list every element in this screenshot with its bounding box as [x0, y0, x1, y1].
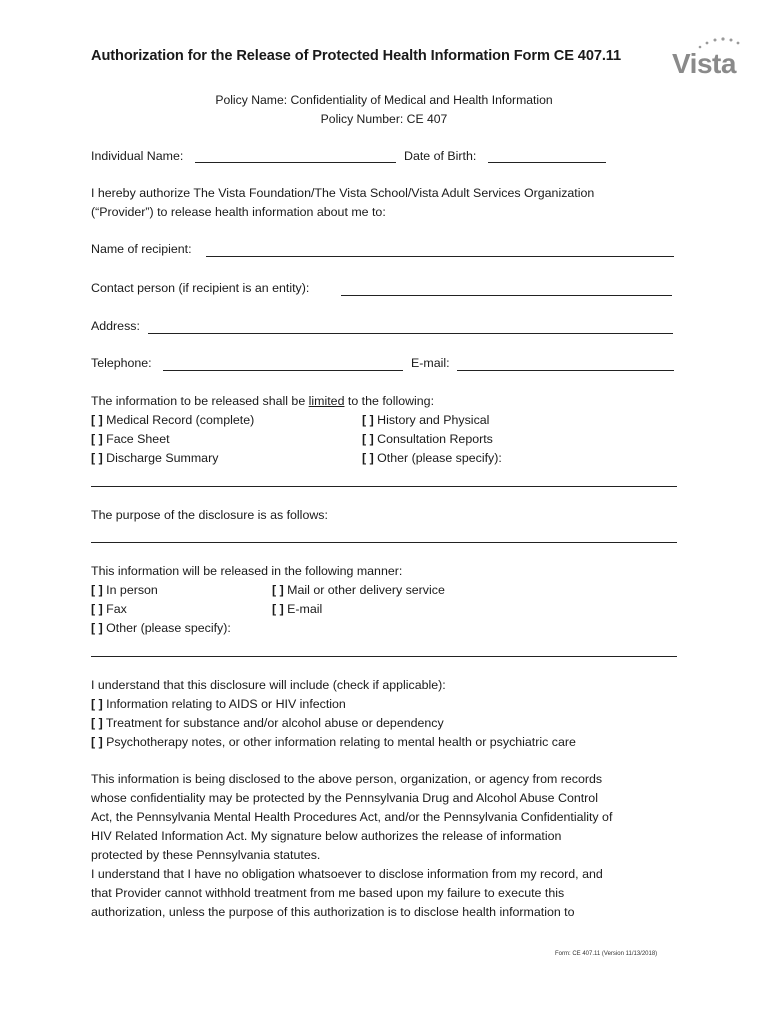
statement-line: I understand that I have no obligation whatsoever to disclose information from my record, and	[91, 867, 603, 881]
checkbox-box: [ ]	[91, 697, 103, 711]
statement-line: HIV Related Information Act. My signature below authorizes the release of information	[91, 829, 562, 843]
vista-logo	[672, 36, 754, 96]
checkbox-history-physical[interactable]: [ ] History and Physical	[362, 413, 490, 427]
dob-field[interactable]	[488, 162, 606, 163]
individual-name-field[interactable]	[195, 162, 396, 163]
statement-line: Act, the Pennsylvania Mental Health Procedures Act, and/or the Pennsylvania Confidentiality of	[91, 810, 613, 824]
telephone-label: Telephone:	[91, 356, 152, 370]
authorize-text-line2: (“Provider”) to release health information about me to:	[91, 205, 386, 219]
purpose-field[interactable]	[91, 542, 677, 543]
disclosure-intro: I understand that this disclosure will include (check if applicable):	[91, 678, 446, 692]
recipient-label: Name of recipient:	[91, 242, 192, 256]
form-version-footer: Form: CE 407.11 (Version 11/13/2018)	[555, 951, 658, 957]
checkbox-discharge-summary[interactable]: [ ] Discharge Summary	[91, 451, 219, 465]
info-other-field[interactable]	[91, 486, 677, 487]
checkbox-info-other[interactable]: [ ] Other (please specify):	[362, 451, 502, 465]
email-field[interactable]	[457, 370, 674, 371]
purpose-label: The purpose of the disclosure is as follows:	[91, 508, 328, 522]
checkbox-box: [ ]	[91, 583, 103, 597]
statement-line: that Provider cannot withhold treatment from me based upon my failure to execute this	[91, 886, 565, 900]
telephone-field[interactable]	[163, 370, 403, 371]
checkbox-box: [ ]	[272, 602, 284, 616]
checkbox-face-sheet[interactable]: [ ] Face Sheet	[91, 432, 170, 446]
checkbox-mail[interactable]: [ ] Mail or other delivery service	[272, 583, 445, 597]
recipient-field[interactable]	[206, 256, 674, 257]
address-label: Address:	[91, 319, 140, 333]
checkbox-manner-other[interactable]: [ ] Other (please specify):	[91, 621, 231, 635]
email-label: E-mail:	[411, 356, 450, 370]
checkbox-box: [ ]	[91, 432, 103, 446]
checkbox-box: [ ]	[91, 602, 103, 616]
manner-other-field[interactable]	[91, 656, 677, 657]
checkbox-medical-record[interactable]: [ ] Medical Record (complete)	[91, 413, 255, 427]
checkbox-box: [ ]	[362, 451, 374, 465]
checkbox-box: [ ]	[91, 621, 103, 635]
statement-line: This information is being disclosed to the above person, organization, or agency from records	[91, 772, 603, 786]
authorize-text-line1: I hereby authorize The Vista Foundation/The Vista School/Vista Adult Services Organization	[91, 186, 595, 200]
checkbox-aids-hiv[interactable]: [ ] Information relating to AIDS or HIV infection	[91, 697, 346, 711]
checkbox-box: [ ]	[91, 413, 103, 427]
form-title: Authorization for the Release of Protected Health Information Form CE 407.11	[91, 48, 622, 64]
checkbox-in-person[interactable]: [ ] In person	[91, 583, 158, 597]
contact-field[interactable]	[341, 295, 672, 296]
info-intro: The information to be released shall be limited to the following:	[91, 394, 435, 408]
checkbox-box: [ ]	[91, 735, 103, 749]
dob-label: Date of Birth:	[404, 149, 477, 163]
logo-wordmark: Vista	[672, 48, 736, 79]
statement-line: protected by these Pennsylvania statutes.	[91, 848, 321, 862]
checkbox-box: [ ]	[91, 451, 103, 465]
checkbox-psychotherapy[interactable]: [ ] Psychotherapy notes, or other information relating to mental health or psychiatric care	[91, 735, 576, 749]
policy-number: Policy Number: CE 407	[320, 112, 448, 126]
checkbox-email[interactable]: [ ] E-mail	[272, 602, 323, 616]
address-field[interactable]	[148, 333, 673, 334]
contact-label: Contact person (if recipient is an entity):	[91, 281, 310, 295]
checkbox-consultation-reports[interactable]: [ ] Consultation Reports	[362, 432, 493, 446]
individual-name-label: Individual Name:	[91, 149, 184, 163]
checkbox-box: [ ]	[362, 432, 374, 446]
manner-intro: This information will be released in the following manner:	[91, 564, 403, 578]
policy-name: Policy Name: Confidentiality of Medical and Health Information	[215, 93, 553, 107]
checkbox-box: [ ]	[91, 716, 103, 730]
checkbox-box: [ ]	[272, 583, 284, 597]
checkbox-substance-abuse[interactable]: [ ] Treatment for substance and/or alcohol abuse or dependency	[91, 716, 444, 730]
checkbox-box: [ ]	[362, 413, 374, 427]
statement-line: authorization, unless the purpose of this authorization is to disclose health information to	[91, 905, 575, 919]
checkbox-fax[interactable]: [ ] Fax	[91, 602, 127, 616]
statement-line: whose confidentiality may be protected by the Pennsylvania Drug and Alcohol Abuse Control	[91, 791, 598, 805]
